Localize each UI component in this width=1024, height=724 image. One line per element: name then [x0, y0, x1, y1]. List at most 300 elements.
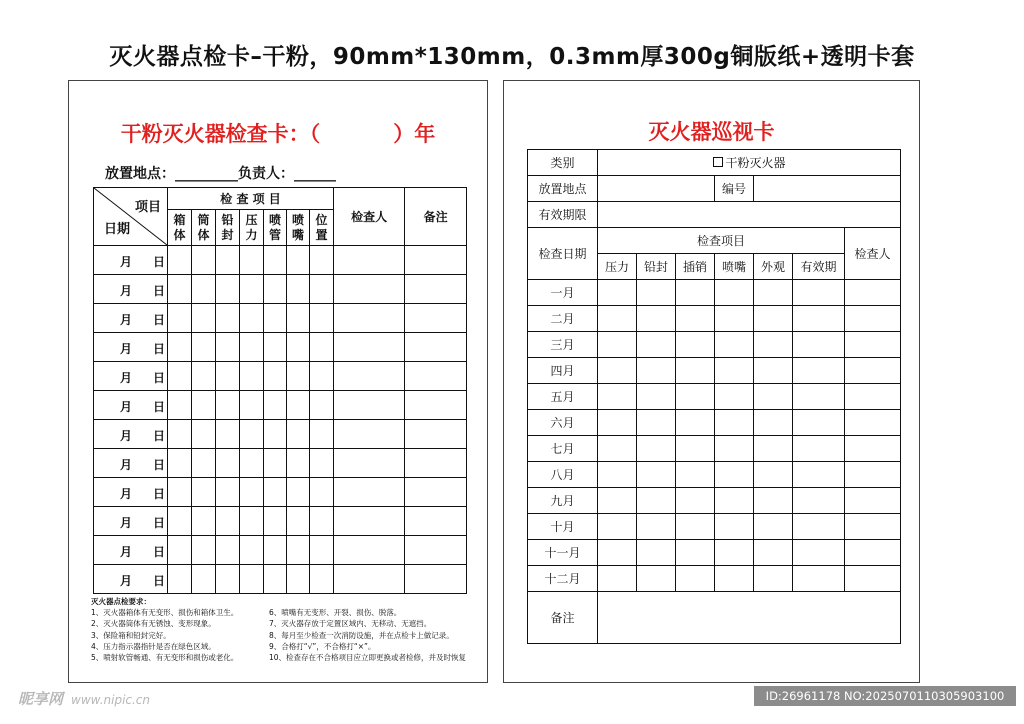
entry-cell[interactable]	[793, 410, 845, 436]
expiry-label: 有效期限	[528, 202, 598, 228]
entry-cell[interactable]	[216, 246, 240, 275]
requirement-item: 1、灭火器箱体有无变形、损伤和箱体卫生。	[91, 608, 239, 618]
entry-cell[interactable]	[845, 332, 901, 358]
entry-cell[interactable]	[168, 420, 192, 449]
entry-cell[interactable]	[405, 449, 467, 478]
entry-cell[interactable]	[793, 514, 845, 540]
month-row	[528, 540, 901, 566]
entry-cell[interactable]	[793, 306, 845, 332]
entry-cell[interactable]	[240, 420, 264, 449]
entry-cell[interactable]	[310, 536, 334, 565]
watermark	[18, 688, 150, 709]
entry-cell[interactable]	[310, 333, 334, 362]
month-row	[528, 488, 901, 514]
entry-cell[interactable]	[192, 304, 216, 333]
entry-cell[interactable]	[405, 275, 467, 304]
month-row	[528, 410, 901, 436]
entry-cell[interactable]	[192, 536, 216, 565]
table-row	[94, 507, 467, 536]
entry-cell[interactable]	[598, 566, 637, 592]
entry-cell[interactable]	[845, 280, 901, 306]
entry-cell[interactable]	[598, 436, 637, 462]
page-title: 灭火器点检卡–干粉，90mm*130mm，0.3mm厚300g铜版纸+透明卡套	[109, 44, 915, 70]
month-label: 月	[120, 458, 133, 472]
month-label: 月	[120, 313, 133, 327]
requirement-item: 6、喷嘴有无变形、开裂、损伤、脱落。	[269, 608, 402, 618]
entry-cell[interactable]	[168, 304, 192, 333]
entry-cell[interactable]	[334, 304, 405, 333]
month-label: 四月	[528, 358, 598, 384]
month-label: 三月	[528, 332, 598, 358]
entry-cell[interactable]	[216, 565, 240, 594]
entry-cell[interactable]	[192, 449, 216, 478]
entry-cell[interactable]	[240, 449, 264, 478]
entry-cell[interactable]	[715, 384, 754, 410]
entry-cell[interactable]	[310, 304, 334, 333]
entry-cell[interactable]	[405, 391, 467, 420]
entry-cell[interactable]	[287, 391, 310, 420]
entry-cell[interactable]	[192, 565, 216, 594]
entry-cell[interactable]	[310, 275, 334, 304]
item-header: 外观	[754, 254, 793, 280]
entry-cell[interactable]	[845, 436, 901, 462]
entry-cell[interactable]	[845, 358, 901, 384]
left-inspection-table	[93, 187, 467, 594]
entry-cell[interactable]	[240, 304, 264, 333]
month-label: 五月	[528, 384, 598, 410]
entry-cell[interactable]	[216, 333, 240, 362]
date-cell[interactable]	[94, 420, 168, 449]
entry-cell[interactable]	[793, 462, 845, 488]
month-label: 月	[120, 574, 133, 588]
entry-cell[interactable]	[676, 280, 715, 306]
entry-cell[interactable]	[264, 362, 287, 391]
item-header: 位置	[315, 212, 328, 242]
inspector-header: 检查人	[845, 228, 901, 280]
entry-cell[interactable]	[287, 333, 310, 362]
entry-cell[interactable]	[216, 362, 240, 391]
entry-cell[interactable]	[405, 333, 467, 362]
entry-cell[interactable]	[216, 536, 240, 565]
entry-cell[interactable]	[754, 462, 793, 488]
entry-cell[interactable]	[754, 488, 793, 514]
date-cell[interactable]	[94, 478, 168, 507]
entry-cell[interactable]	[240, 536, 264, 565]
entry-cell[interactable]	[405, 536, 467, 565]
entry-cell[interactable]	[287, 565, 310, 594]
month-label: 十一月	[528, 540, 598, 566]
entry-cell[interactable]	[793, 540, 845, 566]
entry-cell[interactable]	[637, 306, 676, 332]
date-cell[interactable]	[94, 304, 168, 333]
entry-cell[interactable]	[264, 536, 287, 565]
month-label: 月	[120, 255, 133, 269]
entry-cell[interactable]	[637, 566, 676, 592]
table-row	[94, 565, 467, 594]
inspection-requirements	[91, 596, 471, 663]
date-cell[interactable]	[94, 246, 168, 275]
entry-cell[interactable]	[845, 566, 901, 592]
month-row	[528, 280, 901, 306]
location-label: 放置地点	[528, 176, 598, 202]
entry-cell[interactable]	[754, 280, 793, 306]
entry-cell[interactable]	[405, 507, 467, 536]
date-cell[interactable]	[94, 536, 168, 565]
entry-cell[interactable]	[598, 384, 637, 410]
month-row	[528, 332, 901, 358]
entry-cell[interactable]	[310, 362, 334, 391]
entry-cell[interactable]	[334, 536, 405, 565]
entry-cell[interactable]	[216, 275, 240, 304]
entry-cell[interactable]	[240, 478, 264, 507]
entry-cell[interactable]	[310, 449, 334, 478]
right-card-title: 灭火器巡视卡	[648, 120, 775, 144]
entry-cell[interactable]	[216, 478, 240, 507]
entry-cell[interactable]	[405, 565, 467, 594]
entry-cell[interactable]	[676, 462, 715, 488]
remarks-label: 备注	[528, 592, 598, 644]
entry-cell[interactable]	[334, 420, 405, 449]
entry-cell[interactable]	[240, 275, 264, 304]
entry-cell[interactable]	[287, 478, 310, 507]
month-row	[528, 436, 901, 462]
month-label: 一月	[528, 280, 598, 306]
entry-cell[interactable]	[598, 540, 637, 566]
day-label: 日	[153, 284, 166, 298]
entry-cell[interactable]	[405, 478, 467, 507]
entry-cell[interactable]	[845, 540, 901, 566]
requirement-item: 7、灭火器存放于定置区域内、无移动、无遮挡。	[269, 619, 432, 629]
entry-cell[interactable]	[676, 566, 715, 592]
entry-cell[interactable]	[264, 275, 287, 304]
patrol-card-right	[503, 80, 920, 683]
entry-cell[interactable]	[676, 410, 715, 436]
entry-cell[interactable]	[310, 478, 334, 507]
right-patrol-table	[527, 149, 901, 644]
entry-cell[interactable]	[192, 507, 216, 536]
entry-cell[interactable]	[287, 420, 310, 449]
remarks-value	[598, 592, 901, 644]
entry-cell[interactable]	[168, 478, 192, 507]
location-value	[598, 176, 715, 202]
day-label: 日	[153, 313, 166, 327]
entry-cell[interactable]	[793, 436, 845, 462]
month-row	[528, 462, 901, 488]
entry-cell[interactable]	[310, 420, 334, 449]
day-label: 日	[153, 574, 166, 588]
month-row	[528, 514, 901, 540]
entry-cell[interactable]	[192, 275, 216, 304]
entry-cell[interactable]	[715, 566, 754, 592]
entry-cell[interactable]	[334, 507, 405, 536]
table-row	[94, 304, 467, 333]
entry-cell[interactable]	[793, 488, 845, 514]
entry-cell[interactable]	[676, 358, 715, 384]
entry-cell[interactable]	[793, 332, 845, 358]
entry-cell[interactable]	[287, 275, 310, 304]
entry-cell[interactable]	[192, 391, 216, 420]
entry-cell[interactable]	[287, 246, 310, 275]
left-table-body	[94, 246, 467, 594]
item-header: 压力	[245, 212, 258, 242]
item-header: 箱体	[173, 212, 186, 242]
entry-cell[interactable]	[793, 280, 845, 306]
entry-cell[interactable]	[637, 436, 676, 462]
date-cell[interactable]	[94, 391, 168, 420]
entry-cell[interactable]	[598, 306, 637, 332]
item-header: 筒体	[197, 212, 210, 242]
requirement-item: 9、合格打“√”，不合格打“×”。	[269, 641, 376, 651]
entry-cell[interactable]	[676, 514, 715, 540]
entry-cell[interactable]	[845, 514, 901, 540]
entry-cell[interactable]	[715, 436, 754, 462]
entry-cell[interactable]	[168, 391, 192, 420]
entry-cell[interactable]	[168, 333, 192, 362]
entry-cell[interactable]	[676, 384, 715, 410]
month-label: 九月	[528, 488, 598, 514]
entry-cell[interactable]	[754, 306, 793, 332]
entry-cell[interactable]	[598, 332, 637, 358]
entry-cell[interactable]	[264, 449, 287, 478]
item-date-header-cell	[94, 188, 168, 246]
entry-cell[interactable]	[310, 246, 334, 275]
table-row	[94, 333, 467, 362]
right-table-body	[528, 280, 901, 592]
entry-cell[interactable]	[216, 304, 240, 333]
day-label: 日	[153, 458, 166, 472]
left-card-title: 干粉灭火器检查卡：（ ）年	[120, 122, 436, 146]
entry-cell[interactable]	[240, 391, 264, 420]
entry-cell[interactable]	[676, 306, 715, 332]
entry-cell[interactable]	[676, 488, 715, 514]
month-label: 月	[120, 487, 133, 501]
entry-cell[interactable]	[676, 332, 715, 358]
entry-cell[interactable]	[310, 565, 334, 594]
entry-cell[interactable]	[598, 280, 637, 306]
entry-cell[interactable]	[715, 488, 754, 514]
entry-cell[interactable]	[334, 449, 405, 478]
entry-cell[interactable]	[715, 358, 754, 384]
entry-cell[interactable]	[637, 358, 676, 384]
entry-cell[interactable]	[845, 488, 901, 514]
entry-cell[interactable]	[192, 362, 216, 391]
entry-cell[interactable]	[754, 384, 793, 410]
entry-cell[interactable]	[637, 514, 676, 540]
day-label: 日	[153, 400, 166, 414]
entry-cell[interactable]	[715, 306, 754, 332]
entry-cell[interactable]	[240, 246, 264, 275]
entry-cell[interactable]	[168, 275, 192, 304]
entry-cell[interactable]	[793, 384, 845, 410]
month-label: 十月	[528, 514, 598, 540]
entry-cell[interactable]	[754, 514, 793, 540]
month-label: 八月	[528, 462, 598, 488]
entry-cell[interactable]	[793, 358, 845, 384]
date-cell[interactable]	[94, 333, 168, 362]
place-and-owner-line: 放置地点：_________负责人：______	[105, 166, 336, 182]
entry-cell[interactable]	[334, 478, 405, 507]
date-cell[interactable]	[94, 275, 168, 304]
entry-cell[interactable]	[676, 540, 715, 566]
entry-cell[interactable]	[310, 507, 334, 536]
date-cell[interactable]	[94, 565, 168, 594]
entry-cell[interactable]	[240, 362, 264, 391]
entry-cell[interactable]	[168, 507, 192, 536]
entry-cell[interactable]	[287, 304, 310, 333]
item-header: 喷嘴	[291, 212, 304, 242]
day-label: 日	[153, 516, 166, 530]
check-date-header: 检查日期	[528, 228, 598, 280]
checkbox[interactable]	[713, 157, 723, 167]
month-label: 月	[120, 545, 133, 559]
entry-cell[interactable]	[845, 462, 901, 488]
entry-cell[interactable]	[637, 488, 676, 514]
requirement-item: 8、每月至少检查一次消防设施，并在点检卡上做记录。	[269, 630, 454, 640]
entry-cell[interactable]	[264, 507, 287, 536]
entry-cell[interactable]	[754, 358, 793, 384]
table-row	[94, 478, 467, 507]
entry-cell[interactable]	[287, 362, 310, 391]
month-row	[528, 306, 901, 332]
entry-cell[interactable]	[845, 306, 901, 332]
entry-cell[interactable]	[240, 333, 264, 362]
entry-cell[interactable]	[754, 540, 793, 566]
month-label: 二月	[528, 306, 598, 332]
entry-cell[interactable]	[310, 391, 334, 420]
inspection-card-left	[68, 80, 488, 683]
image-id-bar: ID:26961178 NO:20250701103059031​00	[754, 686, 1016, 706]
inspector-header: 检查人	[334, 188, 405, 246]
entry-cell[interactable]	[715, 280, 754, 306]
date-cell[interactable]	[94, 507, 168, 536]
entry-cell[interactable]	[216, 507, 240, 536]
entry-cell[interactable]	[168, 536, 192, 565]
entry-cell[interactable]	[240, 507, 264, 536]
day-label: 日	[153, 545, 166, 559]
entry-cell[interactable]	[793, 566, 845, 592]
entry-cell[interactable]	[598, 358, 637, 384]
entry-cell[interactable]	[715, 540, 754, 566]
entry-cell[interactable]	[168, 449, 192, 478]
day-label: 日	[153, 429, 166, 443]
entry-cell[interactable]	[168, 246, 192, 275]
month-label: 月	[120, 429, 133, 443]
entry-cell[interactable]	[715, 514, 754, 540]
entry-cell[interactable]	[598, 462, 637, 488]
remarks-header: 备注	[405, 188, 467, 246]
entry-cell[interactable]	[287, 449, 310, 478]
entry-cell[interactable]	[264, 565, 287, 594]
date-cell[interactable]	[94, 362, 168, 391]
month-label: 月	[120, 516, 133, 530]
table-row	[94, 391, 467, 420]
entry-cell[interactable]	[192, 478, 216, 507]
entry-cell[interactable]	[334, 333, 405, 362]
entry-cell[interactable]	[405, 362, 467, 391]
entry-cell[interactable]	[168, 362, 192, 391]
entry-cell[interactable]	[637, 384, 676, 410]
entry-cell[interactable]	[287, 536, 310, 565]
entry-cell[interactable]	[264, 478, 287, 507]
entry-cell[interactable]	[754, 410, 793, 436]
table-row	[94, 420, 467, 449]
entry-cell[interactable]	[845, 384, 901, 410]
month-label: 月	[120, 400, 133, 414]
entry-cell[interactable]	[405, 246, 467, 275]
entry-cell[interactable]	[334, 391, 405, 420]
day-label: 日	[153, 487, 166, 501]
entry-cell[interactable]	[240, 565, 264, 594]
entry-cell[interactable]	[405, 304, 467, 333]
entry-cell[interactable]	[754, 566, 793, 592]
table-row	[94, 362, 467, 391]
entry-cell[interactable]	[715, 332, 754, 358]
watermark-url: www.nipic.cn	[71, 693, 151, 707]
entry-cell[interactable]	[192, 246, 216, 275]
entry-cell[interactable]	[216, 391, 240, 420]
entry-cell[interactable]	[334, 362, 405, 391]
requirement-item: 10、检查存在不合格项目应立即更换或者检修，并及时恢复	[269, 653, 467, 663]
entry-cell[interactable]	[637, 332, 676, 358]
entry-cell[interactable]	[845, 410, 901, 436]
day-label: 日	[153, 371, 166, 385]
item-header: 插销	[676, 254, 715, 280]
entry-cell[interactable]	[264, 420, 287, 449]
entry-cell[interactable]	[637, 410, 676, 436]
entry-cell[interactable]	[334, 565, 405, 594]
entry-cell[interactable]	[192, 333, 216, 362]
month-row	[528, 566, 901, 592]
entry-cell[interactable]	[754, 436, 793, 462]
requirement-item: 2、灭火器筒体有无锈蚀、变形现象。	[91, 619, 216, 629]
entry-cell[interactable]	[287, 507, 310, 536]
entry-cell[interactable]	[754, 332, 793, 358]
day-label: 日	[153, 255, 166, 269]
entry-cell[interactable]	[715, 410, 754, 436]
entry-cell[interactable]	[405, 420, 467, 449]
item-header: 铅封	[221, 212, 234, 242]
month-label: 十二月	[528, 566, 598, 592]
entry-cell[interactable]	[264, 304, 287, 333]
month-row	[528, 384, 901, 410]
month-label: 六月	[528, 410, 598, 436]
date-cell[interactable]	[94, 449, 168, 478]
item-header: 喷管	[268, 212, 281, 242]
entry-cell[interactable]	[637, 540, 676, 566]
entry-cell[interactable]	[168, 565, 192, 594]
requirement-item: 3、保险箱和铅封完好。	[91, 630, 171, 640]
category-value: 干粉灭火器	[725, 156, 786, 170]
entry-cell[interactable]	[676, 436, 715, 462]
entry-cell[interactable]	[598, 410, 637, 436]
entry-cell[interactable]	[637, 280, 676, 306]
entry-cell[interactable]	[637, 462, 676, 488]
entry-cell[interactable]	[216, 449, 240, 478]
entry-cell[interactable]	[264, 333, 287, 362]
entry-cell[interactable]	[264, 246, 287, 275]
entry-cell[interactable]	[216, 420, 240, 449]
item-header: 压力	[598, 254, 637, 280]
entry-cell[interactable]	[264, 391, 287, 420]
entry-cell[interactable]	[334, 275, 405, 304]
entry-cell[interactable]	[598, 488, 637, 514]
entry-cell[interactable]	[192, 420, 216, 449]
entry-cell[interactable]	[715, 462, 754, 488]
entry-cell[interactable]	[598, 514, 637, 540]
entry-cell[interactable]	[334, 246, 405, 275]
date-label: 日期	[104, 222, 131, 237]
table-row	[94, 449, 467, 478]
